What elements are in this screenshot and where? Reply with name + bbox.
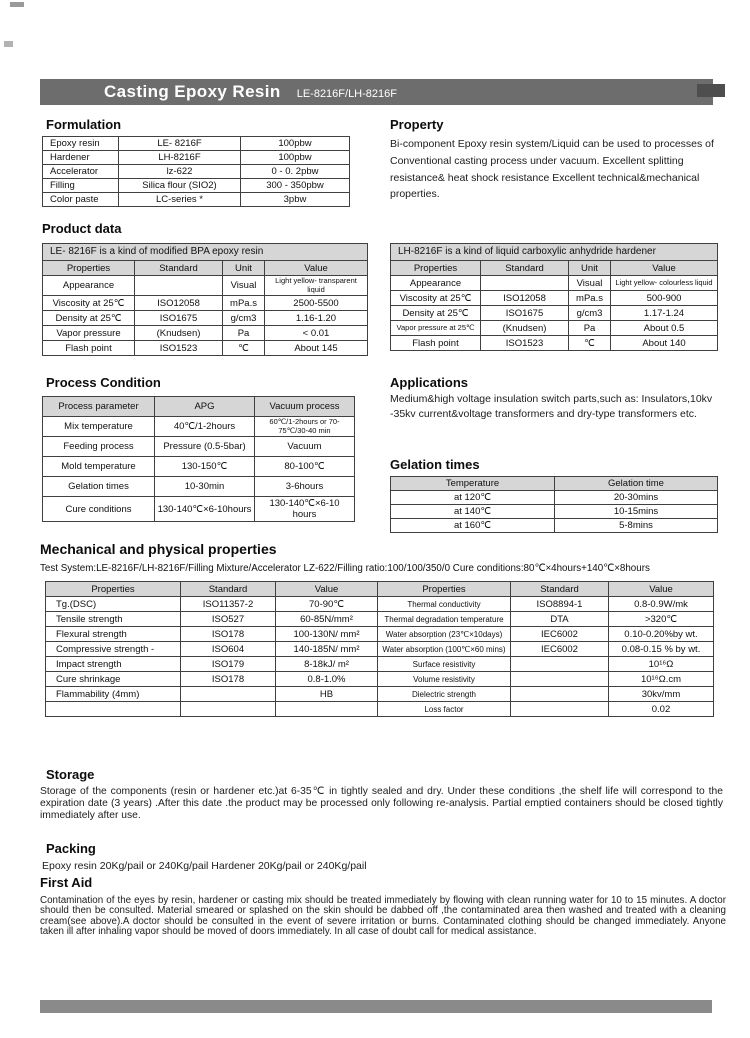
- table-cell: ℃: [569, 336, 611, 351]
- table-row: [43, 326, 368, 341]
- table-cell: IEC6002: [511, 642, 609, 657]
- table-row: [43, 151, 350, 165]
- hardener-table-title: LH-8216F is a kind of liquid carboxylic anhydride hardener: [390, 243, 718, 260]
- table-row: [46, 582, 714, 597]
- table-cell: 70-90℃: [276, 597, 378, 612]
- storage-text: Storage of the components (resin or hardener etc.)at 6-35℃ in tightly sealed and dry. Under these conditions ,the shelf life will correspond to the expiration date (3 years) .After this date .the product may be processed only following re-analysis. Partial emptied containers should be closed tightly immediately after use.: [40, 786, 723, 822]
- table-cell: Pa: [569, 321, 611, 336]
- table-row: [391, 505, 718, 519]
- table-cell: DTA: [511, 612, 609, 627]
- resin-properties-table: [42, 260, 368, 356]
- table-cell: Value: [276, 582, 378, 597]
- table-cell: Appearance: [43, 276, 135, 296]
- table-cell: Value: [611, 261, 718, 276]
- table-cell: 100-130N/ mm²: [276, 627, 378, 642]
- product-data-heading: Product data: [42, 221, 122, 236]
- table-cell: Standard: [481, 261, 569, 276]
- hardener-properties-table: [390, 260, 718, 351]
- table-cell: Viscosity at 25℃: [43, 296, 135, 311]
- table-body: [43, 261, 368, 356]
- table-cell: Properties: [378, 582, 511, 597]
- table-cell: ISO527: [181, 612, 276, 627]
- test-system-line: Test System:LE-8216F/LH-8216F/Filling Mixture/Accelerator LZ-622/Filling ratio:100/100/350/0 Cure conditions:80℃×4hours+140℃×8hours: [40, 563, 650, 574]
- table-cell: Properties: [391, 261, 481, 276]
- packing-heading: Packing: [46, 841, 96, 856]
- table-row: [391, 321, 718, 336]
- scan-mark-top: [10, 2, 24, 7]
- table-cell: Unit: [223, 261, 265, 276]
- table-cell: Process parameter: [43, 397, 155, 417]
- scan-mark-left: [4, 41, 13, 47]
- table-row: [43, 437, 355, 457]
- table-row: [46, 657, 714, 672]
- table-cell: Water absorption (23℃×10days): [378, 627, 511, 642]
- table-cell: [46, 702, 181, 717]
- applications-heading: Applications: [390, 375, 469, 390]
- table-cell: [511, 687, 609, 702]
- table-cell: at 120℃: [391, 491, 555, 505]
- table-cell: Density at 25℃: [43, 311, 135, 326]
- document-subtitle: LE-8216F/LH-8216F: [296, 87, 397, 100]
- table-cell: 0.02: [609, 702, 714, 717]
- table-row: [43, 261, 368, 276]
- table-cell: g/cm3: [223, 311, 265, 326]
- table-cell: 8-18kJ/ m²: [276, 657, 378, 672]
- table-body: [46, 582, 714, 717]
- table-row: [46, 597, 714, 612]
- table-cell: 5-8mins: [555, 519, 718, 533]
- table-cell: 140-185N/ mm²: [276, 642, 378, 657]
- table-cell: [511, 657, 609, 672]
- table-cell: ISO1523: [135, 341, 223, 356]
- table-cell: Mold temperature: [43, 457, 155, 477]
- table-body: [43, 137, 350, 207]
- table-cell: mPa.s: [223, 296, 265, 311]
- table-cell: Water absorption (100℃×60 mins): [378, 642, 511, 657]
- table-cell: 2500-5500: [265, 296, 368, 311]
- table-cell: 100pbw: [241, 137, 350, 151]
- table-cell: Surface resistivity: [378, 657, 511, 672]
- table-cell: 130-150℃: [155, 457, 255, 477]
- resin-product-data-block: [42, 243, 368, 356]
- table-cell: LH-8216F: [119, 151, 241, 165]
- table-cell: Viscosity at 25℃: [391, 291, 481, 306]
- table-cell: g/cm3: [569, 306, 611, 321]
- gelation-times-section: [390, 457, 718, 533]
- table-row: [391, 291, 718, 306]
- table-body: [43, 397, 355, 522]
- table-cell: [481, 276, 569, 291]
- table-row: [46, 672, 714, 687]
- table-cell: Impact strength: [46, 657, 181, 672]
- table-cell: 10-15mins: [555, 505, 718, 519]
- table-cell: 0.8-0.9W/mk: [609, 597, 714, 612]
- table-row: [391, 306, 718, 321]
- table-cell: ISO1523: [481, 336, 569, 351]
- table-cell: at 140℃: [391, 505, 555, 519]
- title-banner: [40, 79, 713, 105]
- table-cell: Vapor pressure: [43, 326, 135, 341]
- table-cell: Tg.(DSC): [46, 597, 181, 612]
- table-row: [43, 497, 355, 522]
- table-cell: 20-30mins: [555, 491, 718, 505]
- gelation-times-heading: Gelation times: [390, 457, 480, 472]
- table-cell: 10¹⁶Ω: [609, 657, 714, 672]
- storage-section: [40, 767, 723, 822]
- first-aid-heading: First Aid: [40, 875, 93, 890]
- table-cell: IEC6002: [511, 627, 609, 642]
- table-cell: Unit: [569, 261, 611, 276]
- table-cell: ℃: [223, 341, 265, 356]
- table-cell: ISO12058: [481, 291, 569, 306]
- table-cell: APG: [155, 397, 255, 417]
- table-cell: Thermal conductivity: [378, 597, 511, 612]
- table-cell: Pa: [223, 326, 265, 341]
- first-aid-section: [40, 875, 726, 938]
- table-cell: 1.17-1.24: [611, 306, 718, 321]
- table-cell: Appearance: [391, 276, 481, 291]
- first-aid-text: Contamination of the eyes by resin, hardener or casting mix should be treated immediately by flowing with clean running water for 10 to 15 minutes. A doctor should then be consulted. Material smeared or splashed on the skin should be dabbed off ,the contaminated area then washed and treated with a cleaning cream(see above).A doctor should be consulted in the event of severe irritation or burns. Contaminated clothing should be changed immediately. Anyone taken ill after inhaling vapor should be moved of doors immediately. In all case of doubt call for medical assistance.: [40, 895, 726, 938]
- table-cell: [181, 687, 276, 702]
- table-row: [391, 519, 718, 533]
- table-row: [43, 477, 355, 497]
- table-row: [391, 276, 718, 291]
- table-cell: Light yellow- transparent liquid: [265, 276, 368, 296]
- table-cell: Tensile strength: [46, 612, 181, 627]
- table-cell: mPa.s: [569, 291, 611, 306]
- table-row: [43, 397, 355, 417]
- table-cell: Loss factor: [378, 702, 511, 717]
- table-cell: 10-30min: [155, 477, 255, 497]
- table-cell: at 160℃: [391, 519, 555, 533]
- table-cell: 0.08-0.15 % by wt.: [609, 642, 714, 657]
- table-row: [43, 137, 350, 151]
- table-cell: Filling: [43, 179, 119, 193]
- property-text: Bi-component Epoxy resin system/Liquid can be used to processes of Conventional casting process under vacuum. Excellent splitting resistance& heat shock resistance Excellent technical&mechanical properties.: [390, 138, 714, 201]
- gelation-times-table: [390, 476, 718, 533]
- process-condition-section: [42, 375, 355, 522]
- table-cell: 40℃/1-2hours: [155, 417, 255, 437]
- table-cell: ISO604: [181, 642, 276, 657]
- table-cell: Pressure (0.5-5bar): [155, 437, 255, 457]
- table-cell: Properties: [43, 261, 135, 276]
- table-cell: < 0.01: [265, 326, 368, 341]
- table-cell: ISO178: [181, 672, 276, 687]
- table-cell: Cure conditions: [43, 497, 155, 522]
- table-cell: Hardener: [43, 151, 119, 165]
- table-cell: >320℃: [609, 612, 714, 627]
- table-cell: ISO179: [181, 657, 276, 672]
- table-cell: [181, 702, 276, 717]
- table-row: [43, 165, 350, 179]
- table-cell: Flammability (4mm): [46, 687, 181, 702]
- table-cell: Feeding process: [43, 437, 155, 457]
- table-cell: [135, 276, 223, 296]
- table-cell: Gelation time: [555, 477, 718, 491]
- table-cell: 0.8-1.0%: [276, 672, 378, 687]
- table-row: [43, 311, 368, 326]
- property-section: [390, 117, 722, 203]
- applications-section: [390, 375, 720, 422]
- table-cell: ISO11357-2: [181, 597, 276, 612]
- table-cell: Visual: [223, 276, 265, 296]
- table-cell: 10¹⁶Ω.cm: [609, 672, 714, 687]
- table-cell: Density at 25℃: [391, 306, 481, 321]
- table-cell: Temperature: [391, 477, 555, 491]
- storage-heading: Storage: [46, 767, 95, 782]
- table-cell: 3-6hours: [255, 477, 355, 497]
- table-body: [391, 261, 718, 351]
- table-cell: ISO178: [181, 627, 276, 642]
- table-cell: ISO8894-1: [511, 597, 609, 612]
- process-condition-heading: Process Condition: [46, 375, 161, 390]
- mechanical-properties-heading: Mechanical and physical properties: [40, 541, 277, 557]
- table-cell: 60-85N/mm²: [276, 612, 378, 627]
- table-cell: Standard: [181, 582, 276, 597]
- hardener-product-data-block: [390, 243, 718, 351]
- table-cell: Thermal degradation temperature: [378, 612, 511, 627]
- table-row: [43, 417, 355, 437]
- table-cell: HB: [276, 687, 378, 702]
- table-cell: Flash point: [43, 341, 135, 356]
- table-cell: 100pbw: [241, 151, 350, 165]
- table-cell: 300 - 350pbw: [241, 179, 350, 193]
- mechanical-properties-table: [45, 581, 714, 717]
- table-cell: Mix temperature: [43, 417, 155, 437]
- applications-text: Medium&high voltage insulation switch parts,such as: Insulators,10kv -35kv current&voltage transformers and dry-type transformers etc.: [390, 393, 713, 421]
- table-row: [391, 336, 718, 351]
- table-cell: Standard: [511, 582, 609, 597]
- table-row: [46, 642, 714, 657]
- footer-bar: [40, 1000, 712, 1013]
- document-title: Casting Epoxy Resin: [104, 82, 281, 101]
- table-cell: [511, 702, 609, 717]
- table-cell: Light yellow- colourless liquid: [611, 276, 718, 291]
- table-cell: (Knudsen): [481, 321, 569, 336]
- table-cell: ISO1675: [135, 311, 223, 326]
- table-cell: Vacuum process: [255, 397, 355, 417]
- table-cell: 0.10-0.20%by wt.: [609, 627, 714, 642]
- table-cell: [276, 702, 378, 717]
- formulation-section: [42, 117, 350, 207]
- table-cell: 80-100℃: [255, 457, 355, 477]
- table-row: [43, 341, 368, 356]
- table-cell: Color paste: [43, 193, 119, 207]
- table-cell: Vacuum: [255, 437, 355, 457]
- table-cell: About 0.5: [611, 321, 718, 336]
- process-condition-table: [42, 396, 355, 522]
- table-cell: Accelerator: [43, 165, 119, 179]
- table-cell: About 140: [611, 336, 718, 351]
- table-row: [43, 193, 350, 207]
- table-cell: Flash point: [391, 336, 481, 351]
- table-row: [43, 276, 368, 296]
- table-cell: [511, 672, 609, 687]
- table-cell: Silica flour (SIO2): [119, 179, 241, 193]
- table-cell: LC-series *: [119, 193, 241, 207]
- table-row: [46, 612, 714, 627]
- table-cell: LE- 8216F: [119, 137, 241, 151]
- table-row: [43, 179, 350, 193]
- table-cell: 0 - 0. 2pbw: [241, 165, 350, 179]
- table-cell: Vapor pressure at 25℃: [391, 321, 481, 336]
- table-cell: Cure shrinkage: [46, 672, 181, 687]
- table-cell: 130-140℃×6-10 hours: [255, 497, 355, 522]
- table-cell: Dielectric strength: [378, 687, 511, 702]
- mechanical-properties-section: [40, 541, 716, 717]
- table-cell: (Knudsen): [135, 326, 223, 341]
- banner-corner-tab: [697, 84, 725, 97]
- table-cell: 30kv/mm: [609, 687, 714, 702]
- table-row: [391, 477, 718, 491]
- property-heading: Property: [390, 117, 444, 132]
- table-row: [43, 457, 355, 477]
- formulation-table: [42, 136, 350, 207]
- table-row: [46, 627, 714, 642]
- table-cell: About 145: [265, 341, 368, 356]
- table-cell: Volume resistivity: [378, 672, 511, 687]
- table-cell: ISO1675: [481, 306, 569, 321]
- table-cell: Value: [609, 582, 714, 597]
- table-row: [391, 261, 718, 276]
- table-cell: Visual: [569, 276, 611, 291]
- table-cell: Standard: [135, 261, 223, 276]
- table-cell: Flexural strength: [46, 627, 181, 642]
- table-row: [46, 687, 714, 702]
- table-cell: 1.16-1.20: [265, 311, 368, 326]
- table-row: [46, 702, 714, 717]
- packing-text: Epoxy resin 20Kg/pail or 240Kg/pail Hardener 20Kg/pail or 240Kg/pail: [42, 860, 367, 872]
- table-cell: 130-140℃×6-10hours: [155, 497, 255, 522]
- table-cell: Epoxy resin: [43, 137, 119, 151]
- table-body: [391, 477, 718, 533]
- table-cell: Gelation times: [43, 477, 155, 497]
- packing-section: [40, 841, 723, 872]
- table-cell: 3pbw: [241, 193, 350, 207]
- table-cell: ISO12058: [135, 296, 223, 311]
- table-cell: 60℃/1-2hours or 70-75℃/30-40 min: [255, 417, 355, 437]
- formulation-heading: Formulation: [46, 117, 122, 132]
- table-cell: Properties: [46, 582, 181, 597]
- table-cell: Compressive strength -: [46, 642, 181, 657]
- table-cell: Value: [265, 261, 368, 276]
- table-cell: 500-900: [611, 291, 718, 306]
- table-row: [391, 491, 718, 505]
- table-cell: lz-622: [119, 165, 241, 179]
- table-row: [43, 296, 368, 311]
- resin-table-title: LE- 8216F is a kind of modified BPA epoxy resin: [42, 243, 368, 260]
